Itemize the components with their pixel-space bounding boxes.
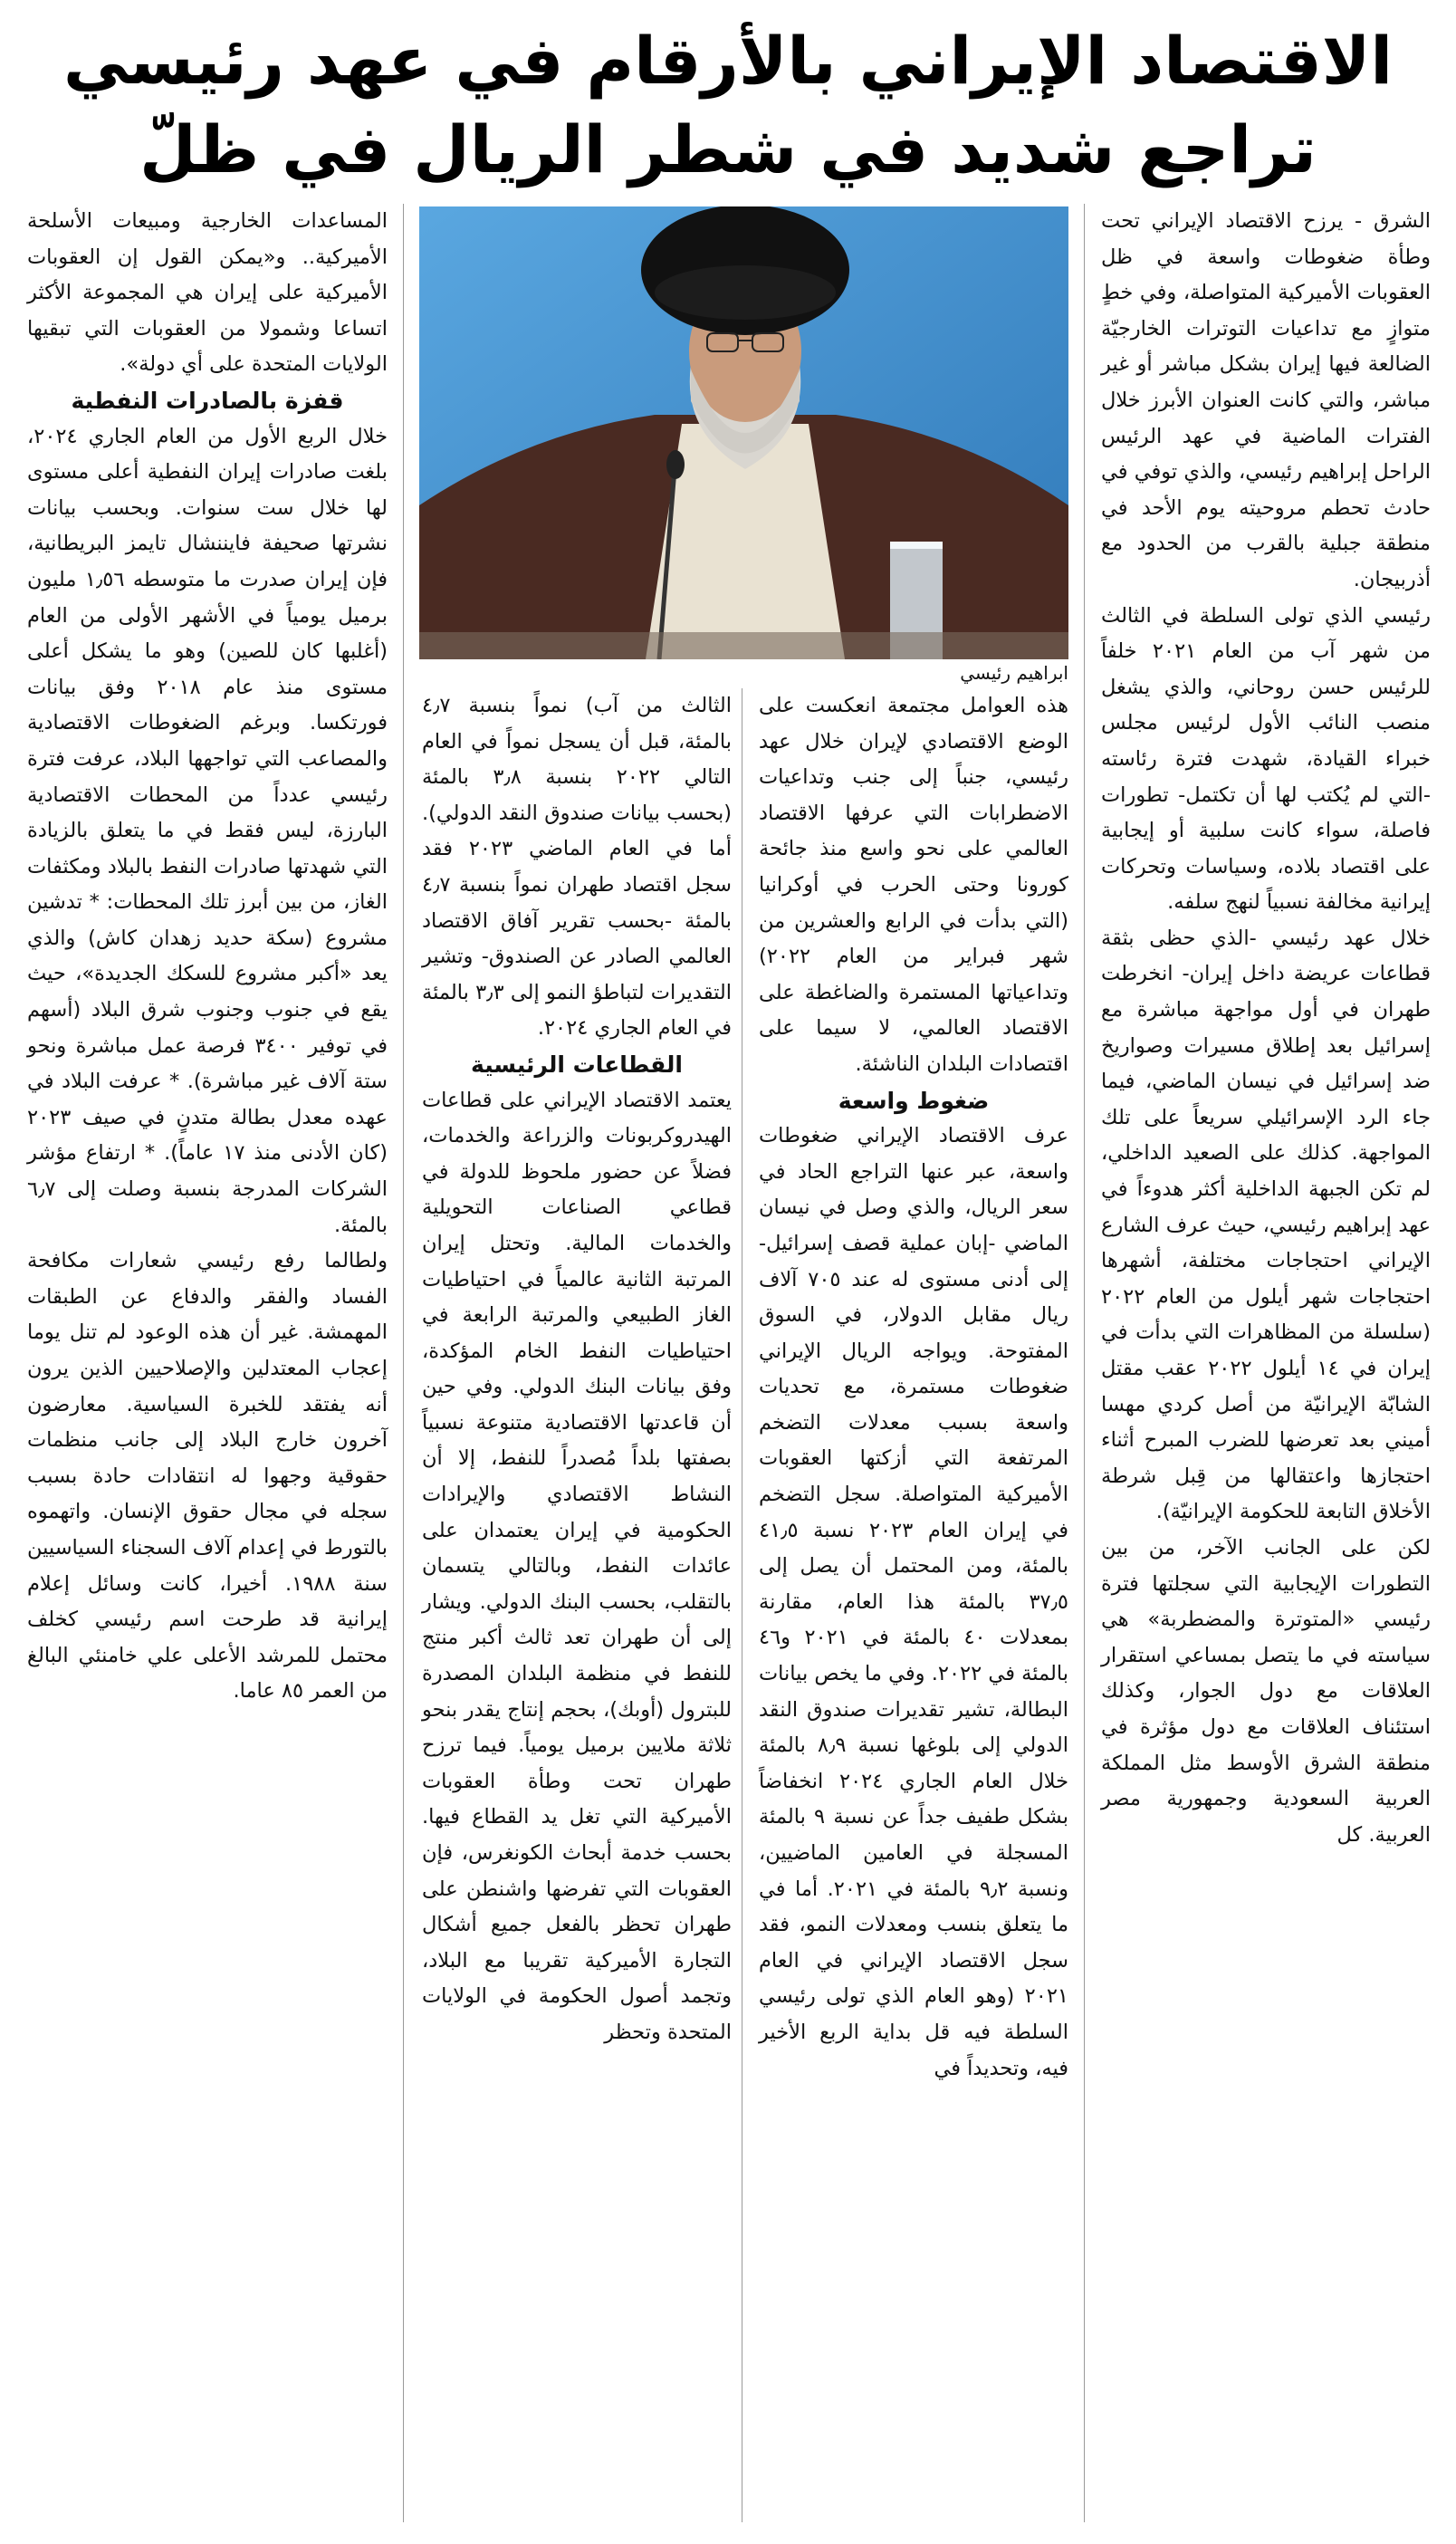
section-subheading: ضغوط واسعة <box>838 1087 990 1114</box>
section-subheading: قفزة بالصادرات النفطية <box>71 387 344 414</box>
article-column-4 <box>27 204 388 1710</box>
portrait-photo <box>419 206 1068 659</box>
paragraph: يعتمد الاقتصاد الإيراني على قطاعات الهيدروكربونات والزراعة والخدمات، فضلاً عن حضور ملحوظ للدولة في قطاعي الصناعات التحويلية والخدمات المالية. وتحتل إيران المرتبة الثانية عالمياً في احتياطيات الغاز الطبيعي والمرتبة الرابعة في احتياطيات النفط الخام المؤكدة، وفق بيانات البنك الدولي. وفي حين أن قاعدتها الاقتصادية متنوعة نسبياً بصفتها بلداً مُصدراً للنفط، إلا أن النشاط الاقتصادي والإيرادات الحكومية في إيران يعتمدان على عائدات النفط، وبالتالي يتسمان بالتقلب، بحسب البنك الدولي. ويشار إلى أن طهران تعد ثالث أكبر منتج للنفط في منظمة البلدان المصدرة للبترول (أوبك)، بحجم إنتاج يقدر بنحو ثلاثة ملايين برميل يومياً. فيما ترزح طهران تحت وطأة العقوبات الأميركية التي تغل يد القطاع فيها. بحسب خدمة أبحاث الكونغرس، فإن العقوبات التي تفرضها واشنطن على طهران تحظر بالفعل جميع أشكال التجارة الأميركية تقريبا مع البلاد، وتجمد أصول الحكومة في الولايات المتحدة وتحظر <box>422 1088 732 2044</box>
paragraph: الثالث من آب) نمواً بنسبة ٤٫٧ بالمئة، قبل أن يسجل نمواً في العام التالي ٢٠٢٢ بنسبة ٣٫٨ بالمئة (بحسب بيانات صندوق النقد الدولي). أما في العام الماضي ٢٠٢٣ فقد سجل اقتصاد طهران نمواً بنسبة ٤٫٧ بالمئة -بحسب تقرير آفاق الاقتصاد العالمي الصادر عن الصندوق- وتشير التقديرات لتباطؤ النمو إلى ٣٫٣ بالمئة في العام الجاري ٢٠٢٤. <box>422 694 732 1041</box>
column-divider <box>403 204 404 2522</box>
portrait-illustration <box>419 206 1068 659</box>
paragraph: ولطالما رفع رئيسي شعارات مكافحة الفساد والفقر والدفاع عن الطبقات المهمشة. غير أن هذه الوعود لم تنل يوما إعجاب المعتدلين والإصلاحيين الذين يرون أنه يفتقد للخبرة السياسية. معارضون آخرون خارج البلاد إلى جانب منظمات حقوقية وجهوا له انتقادات حادة بسبب سجله في مجال حقوق الإنسان. واتهموه بالتورط في إعدام آلاف السجناء السياسيين سنة ١٩٨٨. أخيرا، كانت وسائل إعلام إيرانية قد طرحت اسم رئيسي كخلف محتمل للمرشد الأعلى علي خامنئي البالغ من العمر ٨٥ عاما. <box>27 1249 388 1704</box>
paragraph: خلال الربع الأول من العام الجاري ٢٠٢٤، بلغت صادرات إيران النفطية أعلى مستوى لها خلال ست سنوات. وبحسب بيانات نشرتها صحيفة فايننشال تايمز البريطانية، فإن إيران صدرت ما متوسطه ١٫٥٦ مليون برميل يومياً في الأشهر الأولى من العام (أغلبها كان للصين) وهو ما يشكل أعلى مستوى منذ عام ٢٠١٨ وفق بيانات فورتكسا. وبرغم الضغوطات الاقتصادية والمصاعب التي تواجهها البلاد، عرفت فترة رئيسي عدداً من المحطات الاقتصادية البارزة، ليس فقط في ما يتعلق بالزيادة التي شهدتها صادرات النفط بالبلاد ومكثفات الغاز، من بين أبرز تلك المحطات: * تدشين مشروع (سكة حديد زهدان كاش) والذي يعد «أكبر مشروع للسكك الجديدة»، حيث يقع في جنوب وجنوب شرق البلاد (أسهم في توفير ٣٤٠٠ فرصة عمل مباشرة ونحو ستة آلاف غير مباشرة). * عرفت البلاد في عهده معدل بطالة متدنٍ في صيف ٢٠٢٣ (كان الأدنى منذ ١٧ عاماً). * ارتفاع مؤشر الشركات المدرجة بنسبة وصلت إلى ٦٫٧ بالمئة. <box>27 424 388 1237</box>
article-column-2 <box>759 688 1068 2087</box>
section-subheading: القطاعات الرئيسية <box>471 1051 683 1078</box>
photo-caption: ابراهيم رئيسي <box>960 662 1068 684</box>
paragraph: المساعدات الخارجية ومبيعات الأسلحة الأميركية.. و«يمكن القول إن العقوبات الأميركية على إيران هي المجموعة الأكثر اتساعا وشمولا من العقوبات التي تبقيها الولايات المتحدة على أي دولة». <box>27 209 388 377</box>
paragraph: هذه العوامل مجتمعة انعكست على الوضع الاقتصادي لإيران خلال عهد رئيسي، جنباً إلى جنب وتداعيات الاضطرابات التي عرفها الاقتصاد العالمي على نحو واسع منذ جائحة كورونا وحتى الحرب في أوكرانيا (التي بدأت في الرابع والعشرين من شهر فبراير من العام ٢٠٢٢) وتداعياتها المستمرة والضاغطة على الاقتصاد العالمي، لا سيما على اقتصادات البلدان الناشئة. <box>759 694 1068 1076</box>
paragraph: عرف الاقتصاد الإيراني ضغوطات واسعة، عبر عنها التراجع الحاد في سعر الريال، والذي وصل في نيسان الماضي -إبان عملية قصف إسرائيل- إلى أدنى مستوى له عند ٧٠٥ آلاف ريال مقابل الدولار، في السوق المفتوحة. ويواجه الريال الإيراني ضغوطات مستمرة، مع تحديات واسعة بسبب معدلات التضخم المرتفعة التي أزكتها العقوبات الأميركية المتواصلة. سجل التضخم في إيران العام ٢٠٢٣ نسبة ٤١٫٥ بالمئة، ومن المحتمل أن يصل إلى ٣٧٫٥ بالمئة هذا العام، مقارنة بمعدلات ٤٠ بالمئة في ٢٠٢١ و٤٦ بالمئة في ٢٠٢٢. وفي ما يخص بيانات البطالة، تشير تقديرات صندوق النقد الدولي إلى بلوغها نسبة ٨٫٩ بالمئة خلال العام الجاري ٢٠٢٤ انخفاضاً بشكل طفيف جداً عن نسبة ٩ بالمئة المسجلة في العامين الماضيين، ونسبة ٩٫٢ بالمئة في ٢٠٢١. أما في ما يتعلق بنسب ومعدلات النمو، فقد سجل الاقتصاد الإيراني في العام ٢٠٢١ (وهو العام الذي تولى رئيسي السلطة فيه قل بداية الربع الأخير فيه، وتحديداً في <box>759 1124 1069 2080</box>
article-column-1 <box>1101 204 1431 1853</box>
paragraph: لكن على الجانب الآخر، من بين التطورات الإيجابية التي سجلتها فترة رئيسي «المتوترة والمضطربة» هي سياسته في ما يتصل بمساعي استقرار العلاقات مع دول الجوار، وكذلك استئناف العلاقات مع دول مؤثرة في منطقة الشرق الأوسط مثل المملكة العربية السعودية وجمهورية مصر العربية. كل <box>1101 1535 1431 1847</box>
article-column-3 <box>422 688 732 2051</box>
paragraph: خلال عهد رئيسي -الذي حظى بثقة قطاعات عريضة داخل إيران- انخرطت طهران في أول مواجهة مباشرة مع إسرائيل بعد إطلاق مسيرات وصواريخ ضد إسرائيل في نيسان الماضي، فيما جاء الرد الإسرائيلي سريعاً على تلك المواجهة. كذلك على الصعيد الداخلي، لم تكن الجبهة الداخلية أكثر هدوءاً في عهد إبراهيم رئيسي، حيث عرف الشارع الإيراني احتجاجات مختلفة، أشهرها احتجاجات شهر أيلول من العام ٢٠٢٢ (سلسلة من المظاهرات التي بدأت في إيران في ١٤ أيلول ٢٠٢٢ عقب مقتل الشابّة الإيرانيّة من أصل كردي مهسا أميني بعد تعرضها للضرب المبرح أثناء احتجازها واعتقالها من قِبل شرطة الأخلاق التابعة للحكومة الإيرانيّة). <box>1101 926 1431 1524</box>
headline-line-2: تراجع شديد في شطر الريال في ظلّ <box>139 111 1317 187</box>
paragraph: رئيسي الذي تولى السلطة في الثالث من شهر آب من العام ٢٠٢١ خلفاً للرئيس حسن روحاني، والذي يشغل منصب النائب الأول لرئيس مجلس خبراء القيادة، شهدت فترة رئاسته -التي لم يُكتب لها أن تكتمل- تطورات فاصلة، سواء كانت سلبية أو إيجابية على اقتصاد بلاده، وسياسات وتحركات إيرانية مخالفة نسبياً لنهج سلفه. <box>1101 603 1431 915</box>
paragraph: الشرق - يرزح الاقتصاد الإيراني تحت وطأة ضغوطات واسعة في ظل العقوبات الأميركية المتواصلة، وفي خطٍ متوازٍ مع تداعيات التوترات الخارجيّة الضالعة فيها إيران بشكل مباشر أو غير مباشر، والتي كانت العنوان الأبرز خلال الفترات الماضية في عهد الرئيس الراحل إبراهيم رئيسي، والذي توفي في حادث تحطم مروحيته يوم الأحد في منطقة جبلية بالقرب من الحدود مع أذربيجان. <box>1101 209 1431 591</box>
headline-line-1: الاقتصاد الإيراني بالأرقام في عهد رئيسي <box>62 23 1394 99</box>
column-divider <box>1084 204 1085 2522</box>
